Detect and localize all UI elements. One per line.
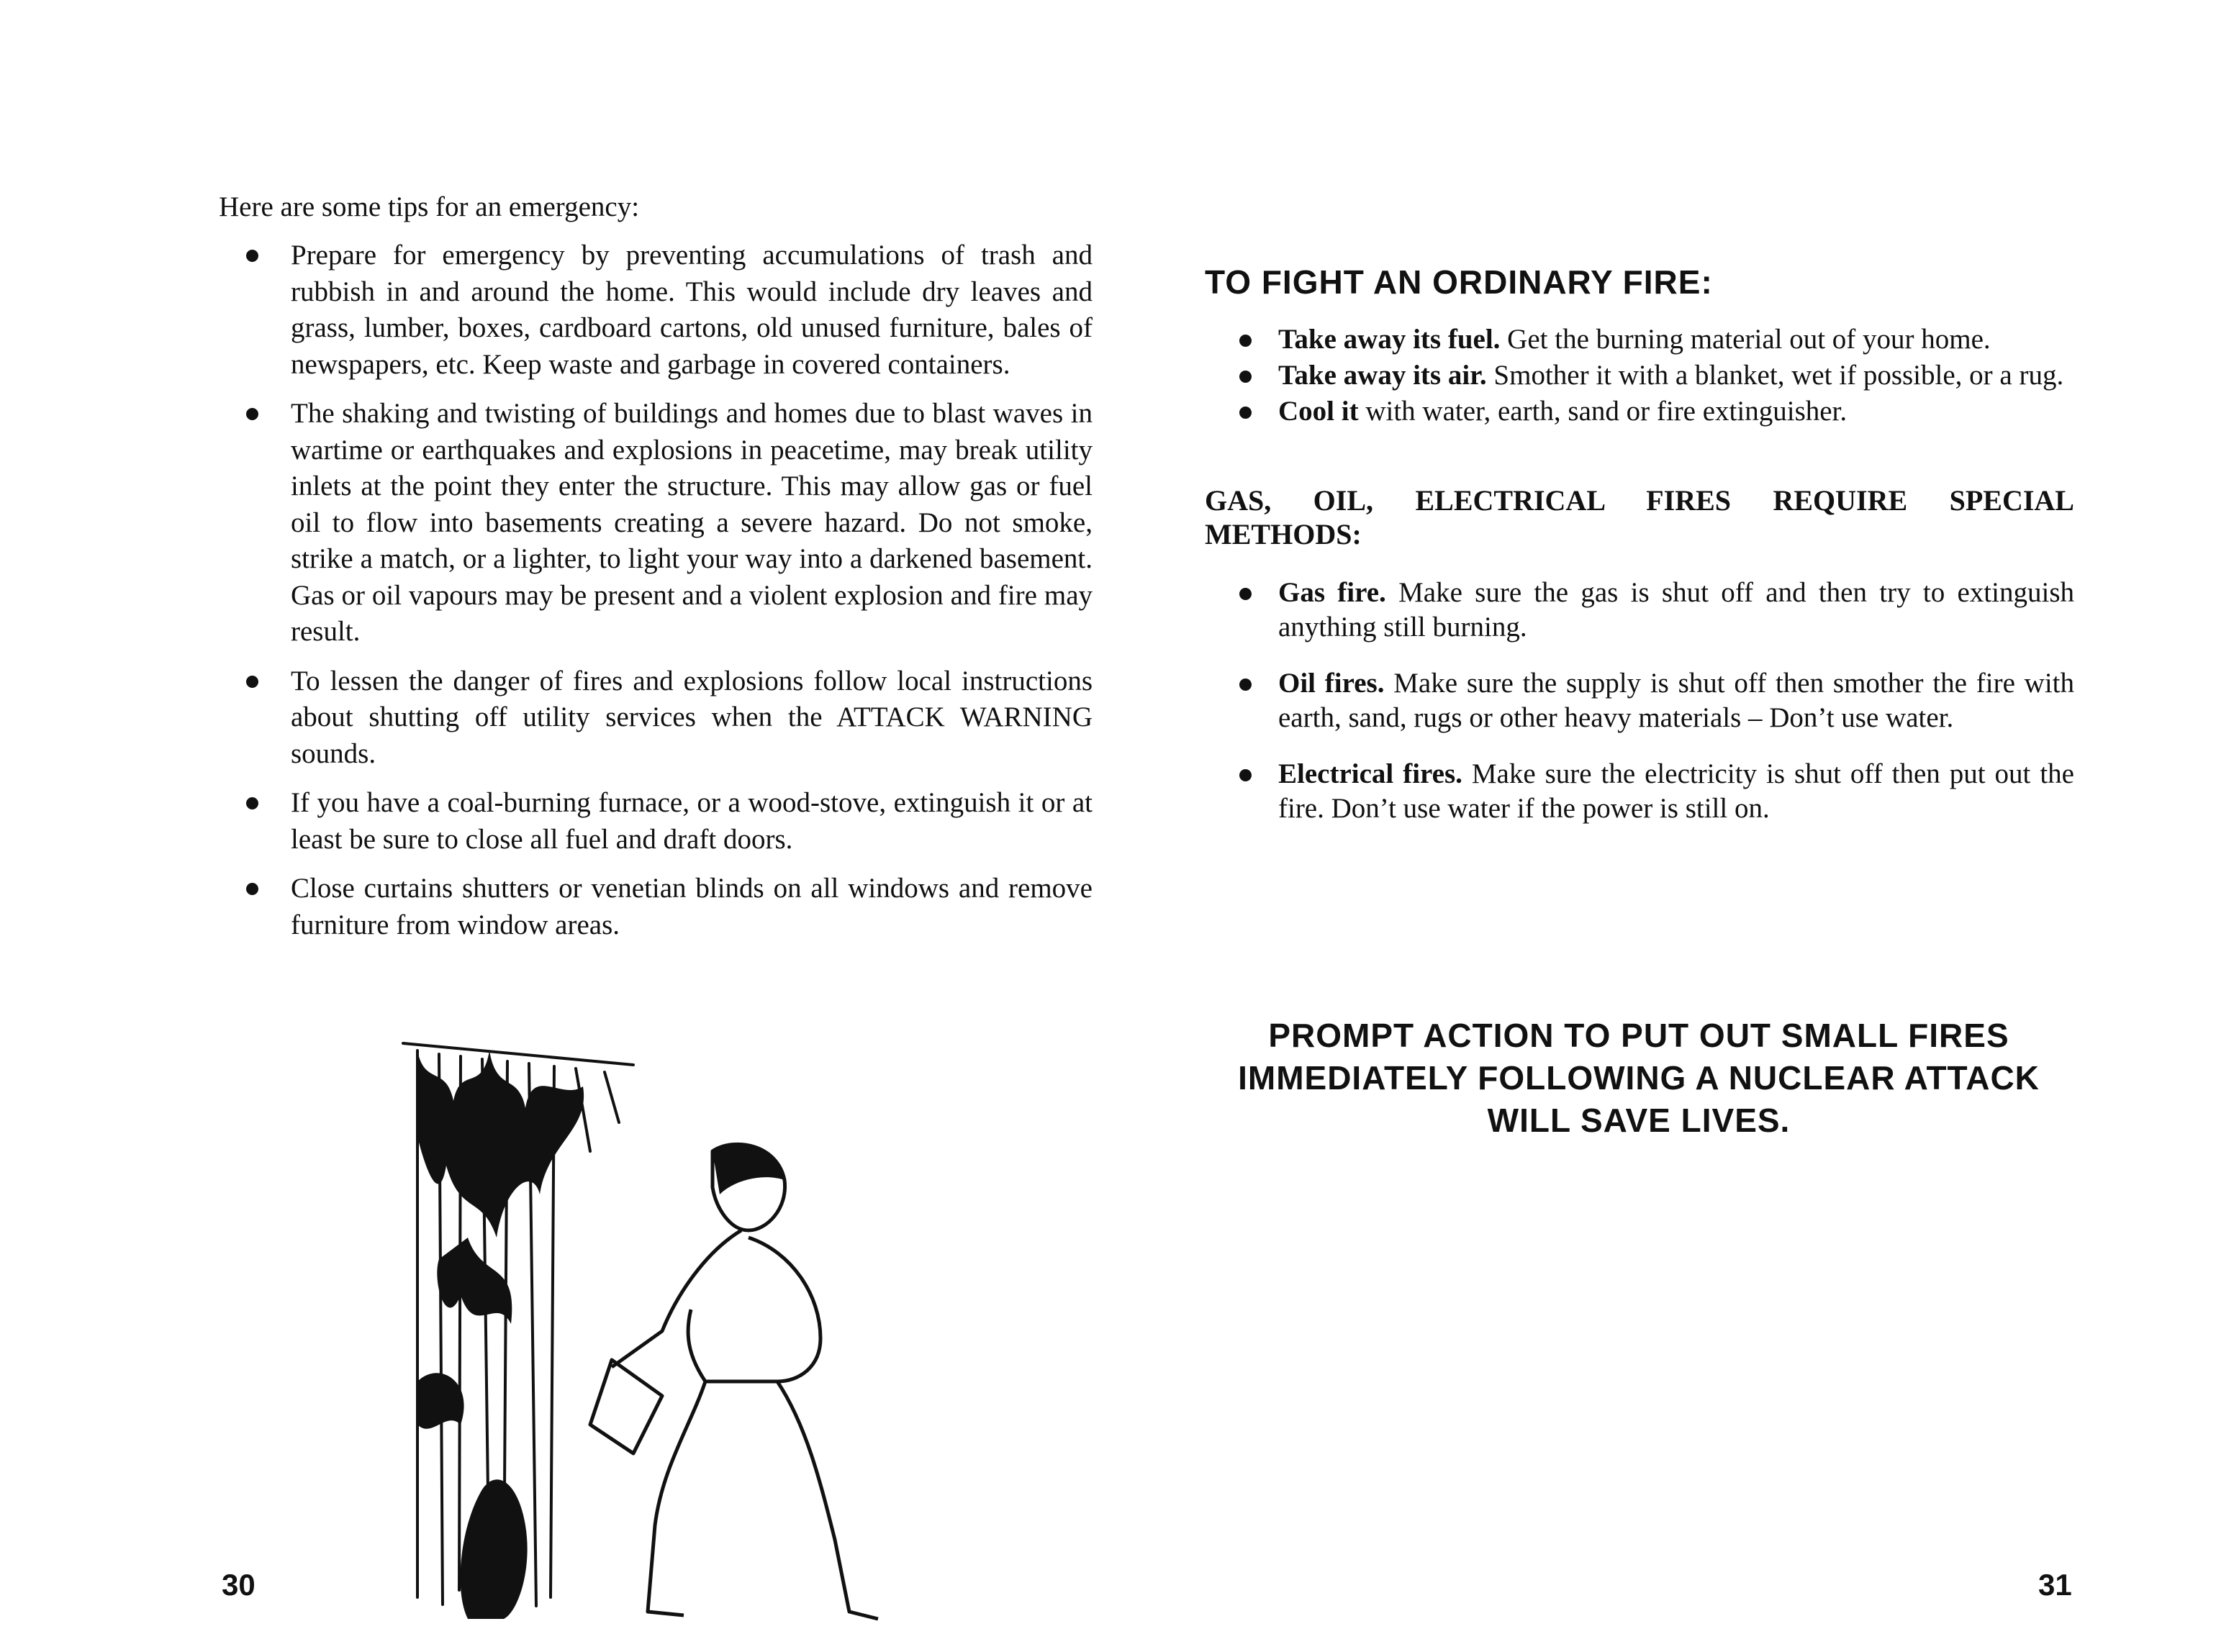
man-figure [590,1144,878,1619]
prompt-line: IMMEDIATELY FOLLOWING A NUCLEAR ATTACK [1238,1059,2040,1097]
bullet-icon [246,676,258,688]
bullet-icon [246,250,258,262]
list-item [1239,666,2074,735]
list-item [246,663,1093,773]
bullet-icon [246,883,258,895]
list-item [1239,757,2074,826]
tip-text: Close curtains shutters or venetian blinds on all windows and remove furniture from window areas. [291,873,1093,940]
prompt-line: WILL SAVE LIVES. [1487,1102,1791,1139]
list-item [1239,322,2074,357]
special-heading-line1: GAS, OIL, ELECTRICAL FIRES REQUIRE SPECIAL [1205,484,2074,517]
method-lead: Gas fire. [1278,577,1386,608]
step-text: with water, earth, sand or fire extinguisher. [1358,396,1848,427]
page-number: 30 [222,1568,255,1602]
ordinary-fire-steps [1239,322,2074,430]
special-methods-list [1239,576,2074,848]
tip-text: Prepare for emergency by preventing accumulations of trash and rubbish in and around the home. This would include dry leaves and grass, lumber, boxes, cardboard cartons, old unused furniture, bales of newspapers, etc. Keep waste and garbage in covered containers. [291,240,1093,380]
list-item [1239,358,2074,393]
prompt-line: PROMPT ACTION TO PUT OUT SMALL FIRES [1268,1017,2009,1054]
intro-text: Here are some tips for an emergency: [219,191,640,222]
method-text: Make sure the electricity is shut off then put out the fire. Don’t use water if the power is still on. [1278,758,2074,824]
list-item [246,396,1093,650]
list-item [1239,394,2074,429]
right-page [1117,0,2234,1652]
bullet-icon [1239,407,1252,419]
list-item [246,785,1093,858]
ordinary-fire-heading: TO FIGHT AN ORDINARY FIRE: [1205,263,1713,301]
fire-fighting-illustration [374,1022,950,1640]
list-item [246,871,1093,943]
step-lead: Take away its air. [1278,360,1487,391]
tip-text: To lessen the danger of fires and explosions follow local instructions about shutting off utility services when the ATTACK WARNING sounds. [291,665,1093,769]
method-lead: Electrical fires. [1278,758,1462,789]
legs [648,1381,878,1619]
step-lead: Cool it [1278,396,1359,427]
bullet-icon [1239,335,1252,347]
torso [612,1230,820,1381]
blanket [590,1360,662,1453]
tip-text: If you have a coal-burning furnace, or a wood-stove, extinguish it or at least be sure to close all fuel and draft doors. [291,787,1093,855]
step-text: Smother it with a blanket, wet if possible, or a rug. [1486,360,2064,391]
bullet-icon [1239,769,1252,781]
step-lead: Take away its fuel. [1278,324,1501,355]
method-lead: Oil fires. [1278,668,1385,699]
page-number: 31 [2038,1568,2072,1602]
bullet-icon [246,408,258,420]
hair [713,1144,784,1194]
step-text: Get the burning material out of your home. [1500,324,1991,355]
method-text: Make sure the supply is shut off then smother the fire with earth, sand, rugs or other heavy materials – Don’t use water. [1278,668,2075,733]
bullet-icon [1239,371,1252,383]
bullet-icon [1239,678,1252,691]
tip-text: The shaking and twisting of buildings and homes due to blast waves in wartime or earthquakes and explosions in peacetime, may break utility inlets at the point they enter the structure. This may allow gas or fuel oil to flow into basements creating a severe hazard. Do not smoke, strike a match, or a lighter, to light your way into a darkened basement. Gas or oil vapours may be present and a violent explosion and fire may result. [291,398,1093,647]
bullet-icon [1239,588,1252,600]
list-item [246,237,1093,383]
bullet-icon [246,797,258,809]
special-heading-line2: METHODS: [1205,518,1362,550]
prompt-action-notice [1189,1015,2089,1142]
method-text: Make sure the gas is shut off and then try to extinguish anything still burning. [1278,577,2074,643]
special-fires-heading [1205,484,2074,551]
curtain-edge [576,1068,619,1151]
emergency-tips-list [246,237,1093,956]
list-item [1239,576,2074,645]
